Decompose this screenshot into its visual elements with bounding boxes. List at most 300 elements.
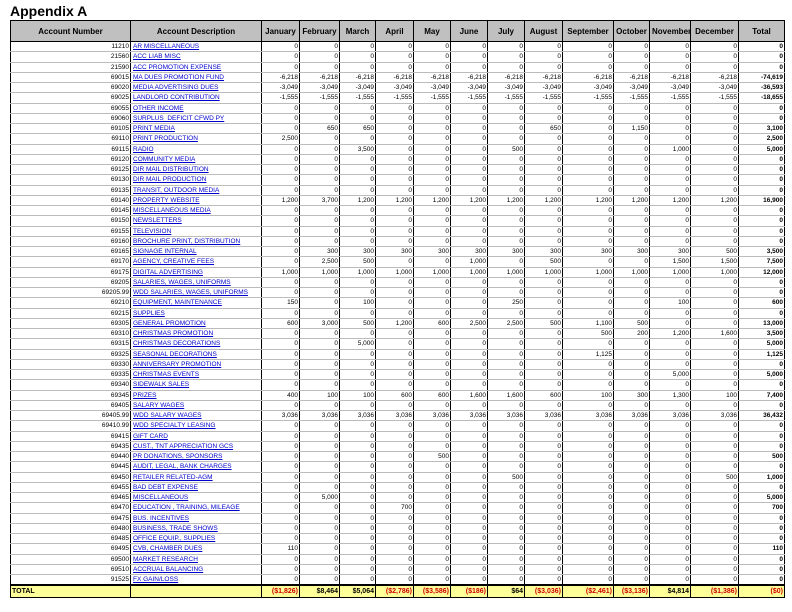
month-value-cell: 0 [451, 482, 488, 492]
account-description-link[interactable]: RETAILER RELATED-AGM [131, 472, 262, 482]
month-value-cell: 0 [650, 288, 691, 298]
account-description-link[interactable]: AUDIT, LEGAL, BANK CHARGES [131, 462, 262, 472]
month-value-cell: 0 [376, 421, 414, 431]
table-row [11, 493, 785, 503]
month-value-cell: 0 [262, 165, 300, 175]
account-number-cell: 69340 [11, 380, 131, 390]
month-value-cell: 1,200 [262, 195, 300, 205]
column-header-september[interactable]: September [563, 21, 614, 42]
month-value-cell: 0 [614, 554, 650, 564]
month-value-cell: 0 [340, 493, 376, 503]
account-number-cell: 69170 [11, 257, 131, 267]
table-row [11, 339, 785, 349]
account-description-link[interactable]: EQUIPMENT, MAINTENANCE [131, 298, 262, 308]
month-value-cell: 0 [650, 564, 691, 574]
month-value-cell: 0 [340, 134, 376, 144]
month-value-cell: 0 [488, 554, 525, 564]
account-number-cell: 69210 [11, 298, 131, 308]
month-value-cell: 0 [376, 575, 414, 586]
month-value-cell: 0 [563, 308, 614, 318]
month-value-cell: 0 [488, 226, 525, 236]
month-value-cell: 0 [525, 42, 563, 52]
table-row [11, 52, 785, 62]
month-value-cell: 0 [691, 226, 739, 236]
month-value-cell: 0 [691, 370, 739, 380]
column-header-january[interactable]: January [262, 21, 300, 42]
month-value-cell: 0 [691, 113, 739, 123]
month-value-cell: 0 [376, 103, 414, 113]
month-value-cell: 0 [563, 534, 614, 544]
month-value-cell: 0 [563, 216, 614, 226]
month-value-cell: 0 [340, 185, 376, 195]
account-number-cell: 69205 [11, 277, 131, 287]
account-description-link[interactable]: SIGNAGE INTERNAL [131, 247, 262, 257]
month-value-cell: -1,555 [300, 93, 340, 103]
month-value-cell: 0 [488, 103, 525, 113]
month-value-cell: 0 [376, 544, 414, 554]
month-value-cell: 0 [376, 441, 414, 451]
month-value-cell: 0 [525, 134, 563, 144]
month-value-cell: 1,200 [340, 195, 376, 205]
account-number-cell: 69165 [11, 247, 131, 257]
account-description-link[interactable]: OTHER INCOME [131, 103, 262, 113]
month-value-cell: 0 [451, 277, 488, 287]
month-value-cell: 0 [691, 298, 739, 308]
month-value-cell: 0 [262, 493, 300, 503]
month-value-cell: 0 [451, 503, 488, 513]
month-value-cell: 0 [300, 62, 340, 72]
month-value-cell: 0 [563, 124, 614, 134]
account-description-link[interactable]: SALARY WAGES [131, 400, 262, 410]
month-value-cell: 0 [414, 52, 451, 62]
row-total-cell: 0 [739, 113, 785, 123]
month-value-cell: 0 [691, 185, 739, 195]
month-value-cell: 0 [376, 493, 414, 503]
account-number-cell: 69450 [11, 472, 131, 482]
month-value-cell: 0 [451, 154, 488, 164]
row-total-cell: 3,100 [739, 124, 785, 134]
month-value-cell: 3,000 [300, 318, 340, 328]
month-value-cell: 0 [614, 308, 650, 318]
column-header-december[interactable]: December [691, 21, 739, 42]
account-description-link[interactable]: CUST., TNT APPRECIATION GCS [131, 441, 262, 451]
column-header-august[interactable]: August [525, 21, 563, 42]
month-value-cell: 0 [300, 441, 340, 451]
month-value-cell: 3,700 [300, 195, 340, 205]
account-description-link[interactable]: ACC LIAB MISC [131, 52, 262, 62]
month-value-cell: 0 [340, 534, 376, 544]
table-row [11, 400, 785, 410]
account-description-link[interactable]: SEASONAL DECORATIONS [131, 349, 262, 359]
month-value-cell: 0 [300, 513, 340, 523]
month-value-cell: 0 [376, 62, 414, 72]
month-value-cell: 0 [414, 349, 451, 359]
month-value-cell: 0 [488, 124, 525, 134]
account-description-link[interactable]: TELEVISION [131, 226, 262, 236]
table-row [11, 185, 785, 195]
month-value-cell: 0 [376, 554, 414, 564]
month-value-cell: 0 [414, 298, 451, 308]
month-value-cell: 0 [414, 493, 451, 503]
column-header-october[interactable]: October [614, 21, 650, 42]
month-value-cell: 1,000 [451, 267, 488, 277]
month-value-cell: 0 [414, 226, 451, 236]
month-value-cell: 3,500 [340, 144, 376, 154]
month-value-cell: 0 [488, 370, 525, 380]
account-number-cell: 69440 [11, 452, 131, 462]
account-description-link[interactable]: MISCELLANEOUS [131, 493, 262, 503]
month-value-cell: 0 [525, 288, 563, 298]
month-value-cell: 0 [650, 236, 691, 246]
month-value-cell: 0 [525, 144, 563, 154]
account-description-link[interactable]: ANNIVERSARY PROMOTION [131, 359, 262, 369]
account-description-link[interactable]: DIGITAL ADVERTISING [131, 267, 262, 277]
month-value-cell: 100 [340, 298, 376, 308]
month-value-cell: 0 [525, 554, 563, 564]
month-value-cell: 400 [262, 390, 300, 400]
month-value-cell: 0 [525, 462, 563, 472]
month-value-cell: 3,036 [262, 411, 300, 421]
month-value-cell: 0 [451, 513, 488, 523]
month-value-cell: -3,049 [376, 83, 414, 93]
month-value-cell: 0 [614, 52, 650, 62]
month-value-cell: -1,555 [525, 93, 563, 103]
account-description-link[interactable]: GENERAL PROMOTION [131, 318, 262, 328]
month-value-cell: 0 [614, 359, 650, 369]
account-description-link[interactable]: MARKET RESEARCH [131, 554, 262, 564]
row-total-cell: 0 [739, 554, 785, 564]
row-total-cell: -18,655 [739, 93, 785, 103]
month-value-cell: 0 [563, 452, 614, 462]
month-value-cell: 0 [563, 144, 614, 154]
month-value-cell: 0 [488, 421, 525, 431]
row-total-cell: 0 [739, 523, 785, 533]
month-value-cell: 600 [414, 390, 451, 400]
month-value-cell: 0 [300, 134, 340, 144]
month-value-cell: 0 [300, 534, 340, 544]
month-value-cell: 0 [414, 564, 451, 574]
month-value-cell: 0 [650, 103, 691, 113]
account-description-link[interactable]: LANDLORD CONTRIBUTION [131, 93, 262, 103]
month-value-cell: 0 [340, 513, 376, 523]
account-description-link[interactable]: CHRISTMAS EVENTS [131, 370, 262, 380]
row-total-cell: 110 [739, 544, 785, 554]
account-description-link[interactable]: SUPPLIES [131, 308, 262, 318]
account-description-link[interactable]: MA DUES PROMOTION FUND [131, 72, 262, 82]
month-value-cell: 0 [563, 165, 614, 175]
account-number-cell: 69020 [11, 83, 131, 93]
month-value-cell: 0 [563, 380, 614, 390]
month-value-cell: 0 [300, 308, 340, 318]
month-value-cell: 1,200 [563, 195, 614, 205]
account-description-link[interactable]: PR DONATIONS, SPONSORS [131, 452, 262, 462]
account-description-link[interactable]: GIFT CARD [131, 431, 262, 441]
month-value-cell: 0 [451, 206, 488, 216]
month-value-cell: 0 [563, 175, 614, 185]
month-value-cell: 0 [525, 472, 563, 482]
account-description-link[interactable]: SURPLUS_DEFICIT CFWD PY [131, 113, 262, 123]
month-value-cell: 0 [650, 339, 691, 349]
column-header-april[interactable]: April [376, 21, 414, 42]
month-value-cell: 0 [414, 236, 451, 246]
month-value-cell: 0 [488, 359, 525, 369]
account-description-link[interactable]: WDD SALARY WAGES [131, 411, 262, 421]
account-description-link[interactable]: ACC PROMOTION EXPENSE [131, 62, 262, 72]
month-value-cell: 0 [691, 349, 739, 359]
account-description-link[interactable]: BROCHURE PRINT, DISTRIBUTION [131, 236, 262, 246]
account-number-cell: 69015 [11, 72, 131, 82]
month-value-cell: 0 [451, 134, 488, 144]
month-value-cell: 0 [650, 534, 691, 544]
account-description-link[interactable]: FX GAIN/LOSS [131, 575, 262, 586]
month-value-cell: 0 [563, 523, 614, 533]
month-value-cell: 0 [340, 462, 376, 472]
month-value-cell: 1,600 [451, 390, 488, 400]
month-value-cell: 0 [525, 62, 563, 72]
column-header-july[interactable]: July [488, 21, 525, 42]
account-number-cell: 69125 [11, 165, 131, 175]
account-number-cell: 69115 [11, 144, 131, 154]
table-row [11, 411, 785, 421]
account-number-cell: 69135 [11, 185, 131, 195]
column-header-may[interactable]: May [414, 21, 451, 42]
month-value-cell: 0 [650, 113, 691, 123]
month-value-cell: 0 [563, 493, 614, 503]
month-value-cell: 0 [525, 513, 563, 523]
month-value-cell: -1,555 [451, 93, 488, 103]
row-total-cell: 0 [739, 288, 785, 298]
month-value-cell: 0 [414, 124, 451, 134]
month-value-cell: 600 [414, 318, 451, 328]
month-value-cell: 500 [614, 318, 650, 328]
month-value-cell: 0 [650, 472, 691, 482]
total-value-cell: $8,464 [300, 585, 340, 597]
account-description-link[interactable]: PRINT PRODUCTION [131, 134, 262, 144]
account-description-link[interactable]: SIDEWALK SALES [131, 380, 262, 390]
account-description-link[interactable]: DIR MAIL PRODUCTION [131, 175, 262, 185]
month-value-cell: 0 [300, 42, 340, 52]
month-value-cell: 0 [563, 359, 614, 369]
table-row [11, 308, 785, 318]
account-number-cell: 69105 [11, 124, 131, 134]
account-description-link[interactable]: CVB, CHAMBER DUES [131, 544, 262, 554]
month-value-cell: 0 [650, 216, 691, 226]
account-number-cell: 69410.99 [11, 421, 131, 431]
account-description-link[interactable]: MISCELLANEOUS MEDIA [131, 206, 262, 216]
month-value-cell: 0 [488, 175, 525, 185]
month-value-cell: 700 [376, 503, 414, 513]
month-value-cell: 0 [563, 482, 614, 492]
account-number-cell: 69215 [11, 308, 131, 318]
month-value-cell: 0 [376, 288, 414, 298]
column-header-total[interactable]: Total [739, 21, 785, 42]
account-number-cell: 69335 [11, 370, 131, 380]
column-header-november[interactable]: November [650, 21, 691, 42]
column-header-february[interactable]: February [300, 21, 340, 42]
month-value-cell: 0 [563, 575, 614, 586]
month-value-cell: -6,218 [340, 72, 376, 82]
month-value-cell: 0 [525, 206, 563, 216]
month-value-cell: 0 [614, 42, 650, 52]
row-total-cell: 0 [739, 42, 785, 52]
account-description-link[interactable]: MEDIA ADVERTISING DUES [131, 83, 262, 93]
account-description-link[interactable]: DIR MAIL DISTRIBUTION [131, 165, 262, 175]
month-value-cell: 0 [300, 431, 340, 441]
month-value-cell: 0 [488, 42, 525, 52]
month-value-cell: 0 [262, 206, 300, 216]
month-value-cell: 0 [525, 493, 563, 503]
month-value-cell: 0 [650, 575, 691, 586]
account-description-link[interactable]: SALARIES, WAGES, UNIFORMS [131, 277, 262, 287]
month-value-cell: 1,200 [525, 195, 563, 205]
month-value-cell: 1,200 [614, 195, 650, 205]
month-value-cell: -6,218 [614, 72, 650, 82]
month-value-cell: 0 [650, 165, 691, 175]
month-value-cell: 0 [376, 144, 414, 154]
column-header-account-description[interactable]: Account Description [131, 21, 262, 42]
account-number-cell: 69445 [11, 462, 131, 472]
table-row [11, 390, 785, 400]
month-value-cell: 0 [340, 370, 376, 380]
account-description-link[interactable]: PRINT MEDIA [131, 124, 262, 134]
row-total-cell: -36,593 [739, 83, 785, 93]
account-number-cell: 69470 [11, 503, 131, 513]
row-total-cell: 0 [739, 513, 785, 523]
account-description-link[interactable]: EDUCATION , TRAINING, MILEAGE [131, 503, 262, 513]
month-value-cell: 0 [451, 113, 488, 123]
account-description-link[interactable]: ACCRUAL BALANCING [131, 564, 262, 574]
month-value-cell: 0 [300, 185, 340, 195]
month-value-cell: 0 [451, 216, 488, 226]
month-value-cell: 1,500 [650, 257, 691, 267]
account-description-link[interactable]: CHRISTMAS DECORATIONS [131, 339, 262, 349]
month-value-cell: 0 [262, 462, 300, 472]
account-description-link[interactable]: COMMUNITY MEDIA [131, 154, 262, 164]
month-value-cell: 0 [340, 103, 376, 113]
month-value-cell: 0 [414, 103, 451, 113]
month-value-cell: -6,218 [300, 72, 340, 82]
month-value-cell: 0 [262, 175, 300, 185]
month-value-cell: 300 [376, 247, 414, 257]
month-value-cell: 0 [414, 575, 451, 586]
month-value-cell: 0 [525, 400, 563, 410]
row-total-cell: 5,000 [739, 493, 785, 503]
month-value-cell: 0 [650, 513, 691, 523]
month-value-cell: -6,218 [563, 72, 614, 82]
account-description-link[interactable]: OFFICE EQUIP., SUPPLIES [131, 534, 262, 544]
month-value-cell: 0 [563, 298, 614, 308]
table-row [11, 452, 785, 462]
month-value-cell: -1,555 [414, 93, 451, 103]
month-value-cell: 0 [614, 257, 650, 267]
month-value-cell: 0 [650, 503, 691, 513]
account-description-link[interactable]: WDD SPECIALTY LEASING [131, 421, 262, 431]
table-row [11, 564, 785, 574]
month-value-cell: 0 [376, 226, 414, 236]
account-description-link[interactable]: NEWSLETTERS [131, 216, 262, 226]
month-value-cell: 0 [488, 462, 525, 472]
account-description-link[interactable]: BAD DEBT EXPENSE [131, 482, 262, 492]
month-value-cell: 1,200 [650, 195, 691, 205]
month-value-cell: 1,200 [488, 195, 525, 205]
account-description-link[interactable]: AGENCY, CREATIVE FEES [131, 257, 262, 267]
month-value-cell: 0 [414, 277, 451, 287]
month-value-cell: 0 [451, 564, 488, 574]
month-value-cell: 0 [563, 113, 614, 123]
month-value-cell: 0 [376, 308, 414, 318]
month-value-cell: 500 [691, 247, 739, 257]
month-value-cell: 0 [451, 349, 488, 359]
month-value-cell: 0 [691, 400, 739, 410]
row-total-cell: 0 [739, 185, 785, 195]
month-value-cell: 1,000 [414, 267, 451, 277]
table-row [11, 441, 785, 451]
month-value-cell: 0 [414, 472, 451, 482]
month-value-cell: 0 [488, 441, 525, 451]
column-header-june[interactable]: June [451, 21, 488, 42]
month-value-cell: 0 [650, 359, 691, 369]
month-value-cell: 0 [451, 124, 488, 134]
month-value-cell: 100 [300, 390, 340, 400]
account-description-link[interactable]: RADIO [131, 144, 262, 154]
month-value-cell: 500 [691, 472, 739, 482]
account-description-link[interactable]: BUSINESS, TRADE SHOWS [131, 523, 262, 533]
month-value-cell: -3,049 [650, 83, 691, 93]
table-row [11, 247, 785, 257]
account-description-link[interactable]: AR MISCELLANEOUS [131, 42, 262, 52]
row-total-cell: 36,432 [739, 411, 785, 421]
month-value-cell: 1,125 [563, 349, 614, 359]
account-number-cell: 69175 [11, 267, 131, 277]
month-value-cell: 0 [300, 206, 340, 216]
account-description-link[interactable]: CHRISTMAS PROMOTION [131, 329, 262, 339]
account-description-link[interactable]: PROPERTY WEBSITE [131, 195, 262, 205]
month-value-cell: 0 [340, 554, 376, 564]
month-value-cell: 0 [650, 124, 691, 134]
account-description-link[interactable]: TRANSIT, OUTDOOR MEDIA [131, 185, 262, 195]
month-value-cell: 0 [650, 554, 691, 564]
month-value-cell: 0 [614, 472, 650, 482]
account-description-link[interactable]: BUS. INCENTIVES [131, 513, 262, 523]
month-value-cell: 0 [691, 288, 739, 298]
account-number-cell: 69205.99 [11, 288, 131, 298]
account-description-link[interactable]: PRIZES [131, 390, 262, 400]
month-value-cell: 0 [451, 554, 488, 564]
month-value-cell: -1,555 [262, 93, 300, 103]
month-value-cell: 0 [525, 236, 563, 246]
account-description-link[interactable]: WDD SALARIES, WAGES, UNIFORMS [131, 288, 262, 298]
table-row [11, 513, 785, 523]
month-value-cell: 0 [563, 431, 614, 441]
month-value-cell: -1,555 [563, 93, 614, 103]
month-value-cell: 0 [451, 493, 488, 503]
month-value-cell: 0 [340, 308, 376, 318]
month-value-cell: 0 [614, 154, 650, 164]
row-total-cell: 600 [739, 298, 785, 308]
month-value-cell: 0 [340, 236, 376, 246]
month-value-cell: 0 [614, 400, 650, 410]
month-value-cell: 0 [691, 216, 739, 226]
month-value-cell: 0 [414, 554, 451, 564]
table-row [11, 83, 785, 93]
month-value-cell: 0 [525, 329, 563, 339]
column-header-account-number[interactable]: Account Number [11, 21, 131, 42]
month-value-cell: 0 [300, 370, 340, 380]
month-value-cell: 0 [488, 185, 525, 195]
month-value-cell: 0 [262, 421, 300, 431]
column-header-march[interactable]: March [340, 21, 376, 42]
month-value-cell: 0 [650, 175, 691, 185]
